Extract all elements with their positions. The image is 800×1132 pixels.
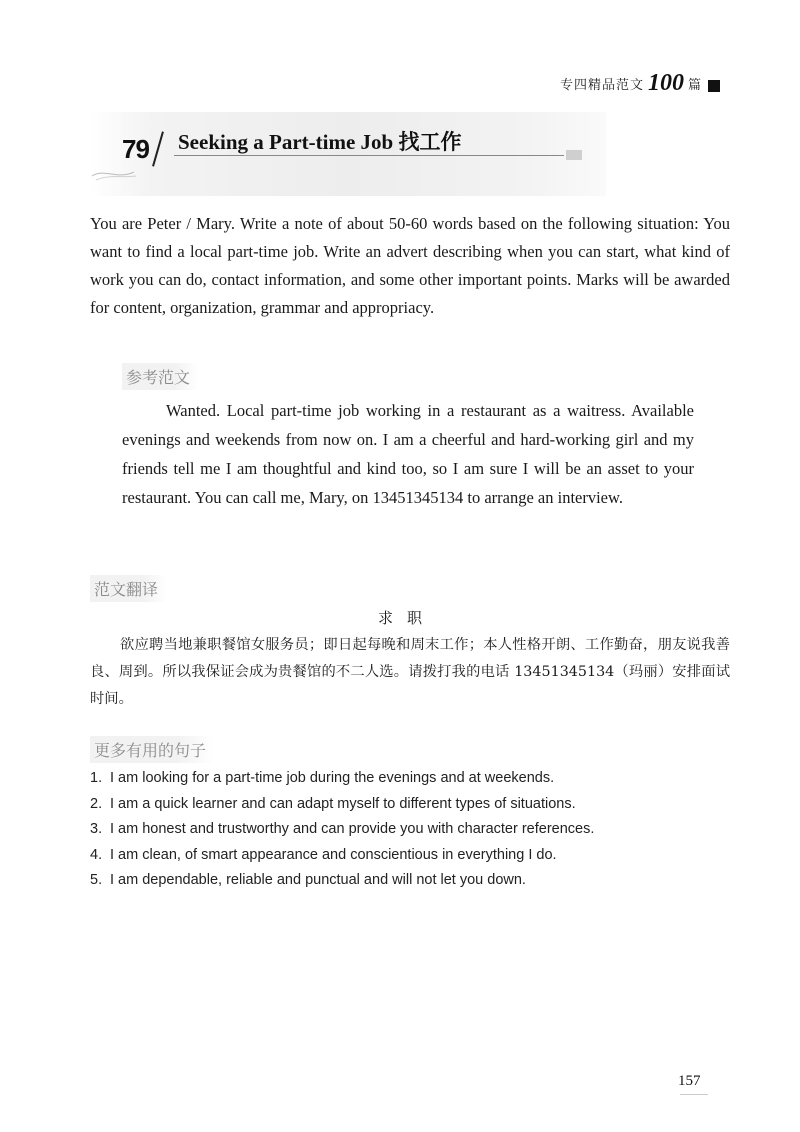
model-essay-text: Wanted. Local part-time job working in a restaurant as a waitress. Available evenings and weekends from now on. I am a cheerful and hard-working girl and my friends tell me I am thoughtful and kind too, so I am sure I will be an asset to your restaurant. You can call me, Mary, on 13451345134 to arrange an interview. xyxy=(122,401,694,507)
list-item xyxy=(90,817,730,843)
title-band xyxy=(90,112,606,196)
series-number: 100 xyxy=(647,69,684,96)
lesson-number: 79 xyxy=(122,134,149,164)
list-item-text: I am clean, of smart appearance and conscientious in everything I do. xyxy=(110,846,557,863)
series-suffix: 篇 xyxy=(687,77,701,93)
list-item xyxy=(90,868,730,894)
header-marker xyxy=(708,80,720,92)
title-slash xyxy=(152,131,164,166)
running-header xyxy=(560,68,720,98)
list-item-number: 1. xyxy=(90,770,103,786)
list-item xyxy=(90,792,730,818)
section-label-model-essay: 参考范文 xyxy=(122,363,198,390)
list-item-text: I am looking for a part-time job during the evenings and at weekends. xyxy=(110,770,555,786)
sentence-list xyxy=(90,766,730,894)
title-decoration xyxy=(90,164,150,184)
list-item-number: 2. xyxy=(90,795,103,812)
translation-title: 求职 xyxy=(377,609,436,627)
list-item-number: 3. xyxy=(90,821,103,837)
list-item-number: 5. xyxy=(90,872,103,888)
list-item-text: I am honest and trustworthy and can provide you with character references. xyxy=(110,821,595,837)
section-label-more-sentences: 更多有用的句子 xyxy=(90,736,214,763)
list-item-text: I am dependable, reliable and punctual and will not let you down. xyxy=(110,872,526,888)
series-title: 专四精品范文 xyxy=(559,77,644,93)
page-number: 157 xyxy=(678,1073,701,1089)
model-essay xyxy=(122,396,694,512)
task-prompt: You are Peter / Mary. Write a note of about 50-60 words based on the following situation: You want to find a local part-time job. Write an advert describing when you can start, what kind of work you can do, contact information, and some other important points. Marks will be awarded for content, organization, grammar and appropriacy. xyxy=(90,214,730,317)
title-rule xyxy=(174,155,564,156)
list-item xyxy=(90,766,730,792)
page-number-rule xyxy=(680,1094,708,1095)
translation-text: 欲应聘当地兼职餐馆女服务员；即日起每晚和周末工作；本人性格开朗、工作勤奋，朋友说我善良、周到。所以我保证会成为贵餐馆的不二人选。请拨打我的电话 13451345134（玛丽）安排面试时间。 xyxy=(90,637,730,707)
title-end-mark xyxy=(566,150,582,160)
list-item-text: I am a quick learner and can adapt myself to different types of situations. xyxy=(110,795,576,812)
section-label-translation: 范文翻译 xyxy=(90,575,166,602)
list-item xyxy=(90,843,730,869)
lesson-title: Seeking a Part-time Job 找工作 xyxy=(178,130,462,154)
list-item-number: 4. xyxy=(90,846,103,863)
